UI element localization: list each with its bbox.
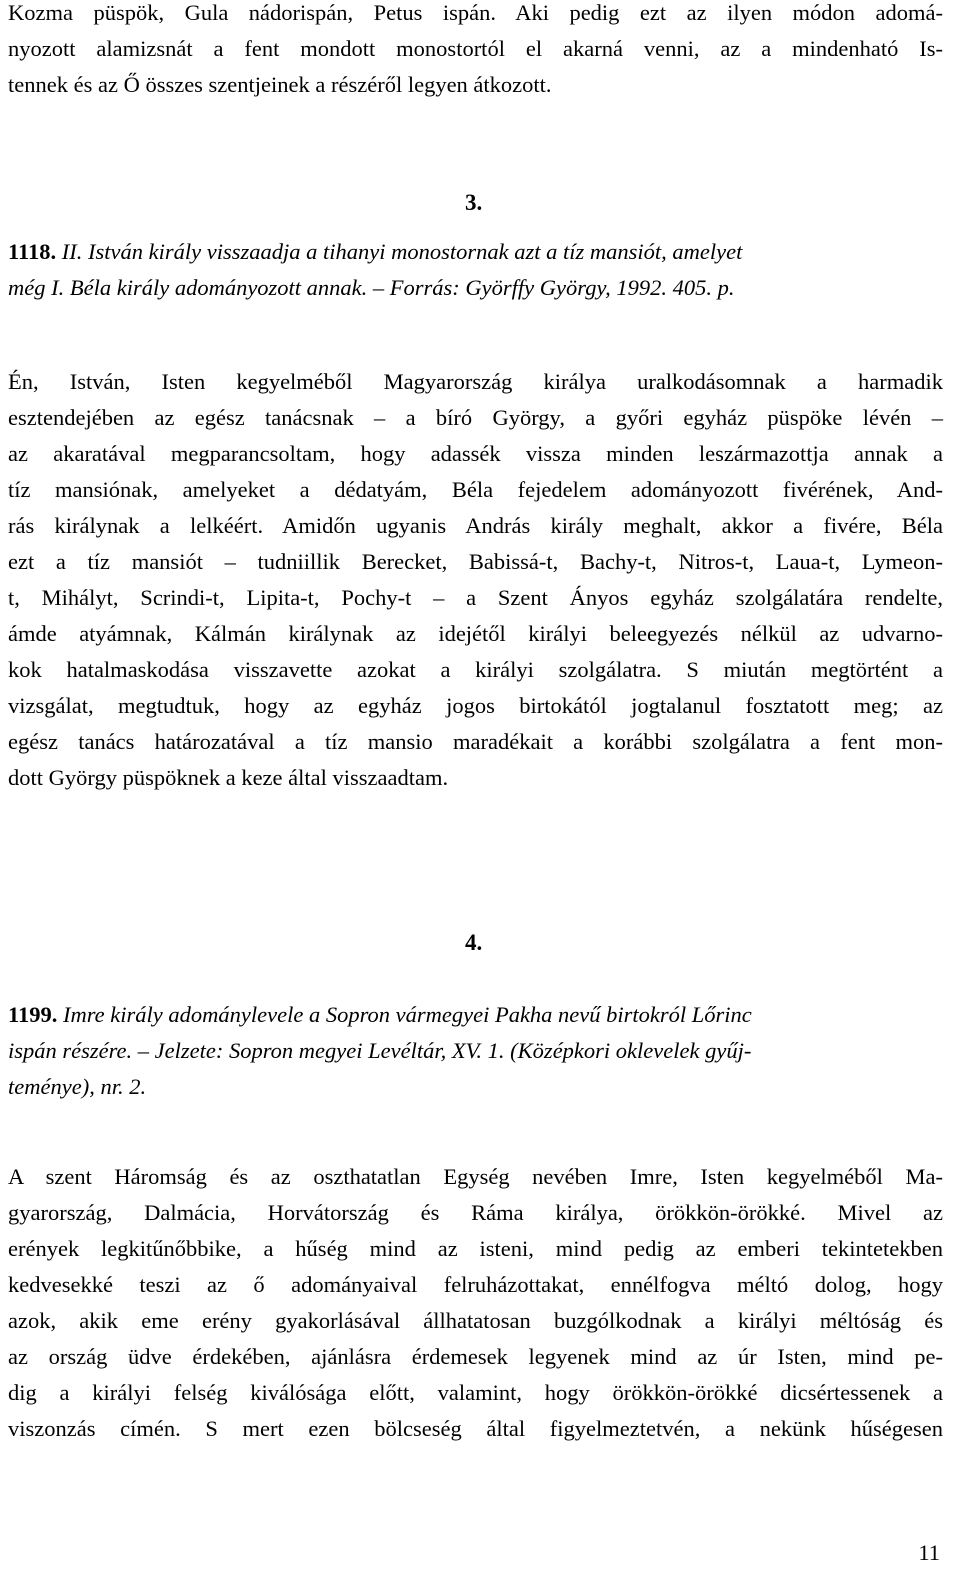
regest-text: teménye), nr. 2. <box>8 1074 147 1099</box>
regest-line <box>8 997 943 1033</box>
text-line: viszonzás címén. S mert ezen bölcseség által figyelmeztetvén, a nekünk hűségesen <box>8 1416 943 1441</box>
document-4-body <box>8 1159 943 1447</box>
regest-line <box>8 1069 943 1105</box>
text-line: tennek és az Ő összes szentjeinek a részéről legyen átkozott. <box>8 72 552 97</box>
text-line: A szent Háromság és az oszthatatlan Egység nevében Imre, Isten kegyelméből Ma- <box>8 1164 943 1189</box>
text-line: az ország üdve érdekében, ajánlásra érdemesek legyenek mind az úr Isten, mind pe- <box>8 1344 943 1369</box>
text-line: kok hatalmaskodása visszavette azokat a királyi szolgálatra. S miután megtörtént a <box>8 657 943 682</box>
text-line: dott György püspöknek a keze által visszaadtam. <box>8 765 449 790</box>
text-line: az akaratával megparancsoltam, hogy adassék vissza minden leszármazottja annak a <box>8 441 943 466</box>
regest-text: Imre király adománylevele a Sopron vármegyei Pakha nevű birtokról Lőrinc <box>57 1002 752 1027</box>
text-line: rás királynak a lelkéért. Amidőn ugyanis András király meghalt, akkor a fivére, Béla <box>8 513 943 538</box>
text-line: nyozott alamizsnát a fent mondott monostortól el akarná venni, az a mindenható Is- <box>8 36 943 61</box>
regest-line <box>8 234 943 270</box>
text-line: erények legkitűnőbbike, a hűség mind az isteni, mind pedig az emberi tekintetekben <box>8 1236 943 1261</box>
text-line: kedvesekké teszi az ő adományaival felruházottakat, ennélfogva méltó dolog, hogy <box>8 1272 943 1297</box>
regest-year: 1199. <box>8 1002 58 1027</box>
regest-3 <box>8 234 943 306</box>
page-number: 11 <box>918 1540 940 1565</box>
text-line: azok, akik eme erény gyakorlásával állhatatosan buzgólkodnak a királyi méltóság és <box>8 1308 943 1333</box>
document-number-4: 4. <box>465 930 483 955</box>
intro-paragraph <box>8 0 943 103</box>
text-line: vizsgálat, megtudtuk, hogy az egyház jogos birtokától jogtalanul fosztatott meg; az <box>8 693 943 718</box>
document-number-3: 3. <box>465 190 483 215</box>
regest-text: még I. Béla király adományozott annak. – Forrás: Györffy György, 1992. 405. p. <box>8 275 735 300</box>
text-line: esztendejében az egész tanácsnak – a bíró György, a győri egyház püspöke lévén – <box>8 405 943 430</box>
text-line: gyarország, Dalmácia, Horvátország és Ráma királya, örökkön-örökké. Mivel az <box>8 1200 943 1225</box>
text-line: egész tanács határozatával a tíz mansio maradékait a korábbi szolgálatra a fent mon- <box>8 729 943 754</box>
text-line: Én, István, Isten kegyelméből Magyarország királya uralkodásomnak a harmadik <box>8 369 943 394</box>
regest-line <box>8 1033 943 1069</box>
regest-4 <box>8 997 943 1105</box>
regest-line <box>8 270 943 306</box>
regest-year: 1118. <box>8 239 57 264</box>
text-line: tíz mansiónak, amelyeket a dédatyám, Béla fejedelem adományozott fivérének, And- <box>8 477 943 502</box>
regest-text: II. István király visszaadja a tihanyi monostornak azt a tíz mansiót, amelyet <box>56 239 743 264</box>
regest-text: ispán részére. – Jelzete: Sopron megyei Levéltár, XV. 1. (Középkori oklevelek gyűj- <box>8 1038 752 1063</box>
text-line: ezt a tíz mansiót – tudniillik Berecket, Babissá-t, Bachy-t, Nitros-t, Laua-t, Lymeon- <box>8 549 943 574</box>
text-line: Kozma püspök, Gula nádorispán, Petus ispán. Aki pedig ezt az ilyen módon adomá- <box>8 0 943 25</box>
text-line: t, Mihályt, Scrindi-t, Lipita-t, Pochy-t – a Szent Ányos egyház szolgálatára rendelte, <box>8 585 943 610</box>
text-line: dig a királyi felség kiválósága előtt, valamint, hogy örökkön-örökké dicsértessenek a <box>8 1380 943 1405</box>
document-3-body <box>8 364 943 796</box>
text-line: ámde atyámnak, Kálmán királynak az idejétől királyi beleegyezés nélkül az udvarno- <box>8 621 943 646</box>
